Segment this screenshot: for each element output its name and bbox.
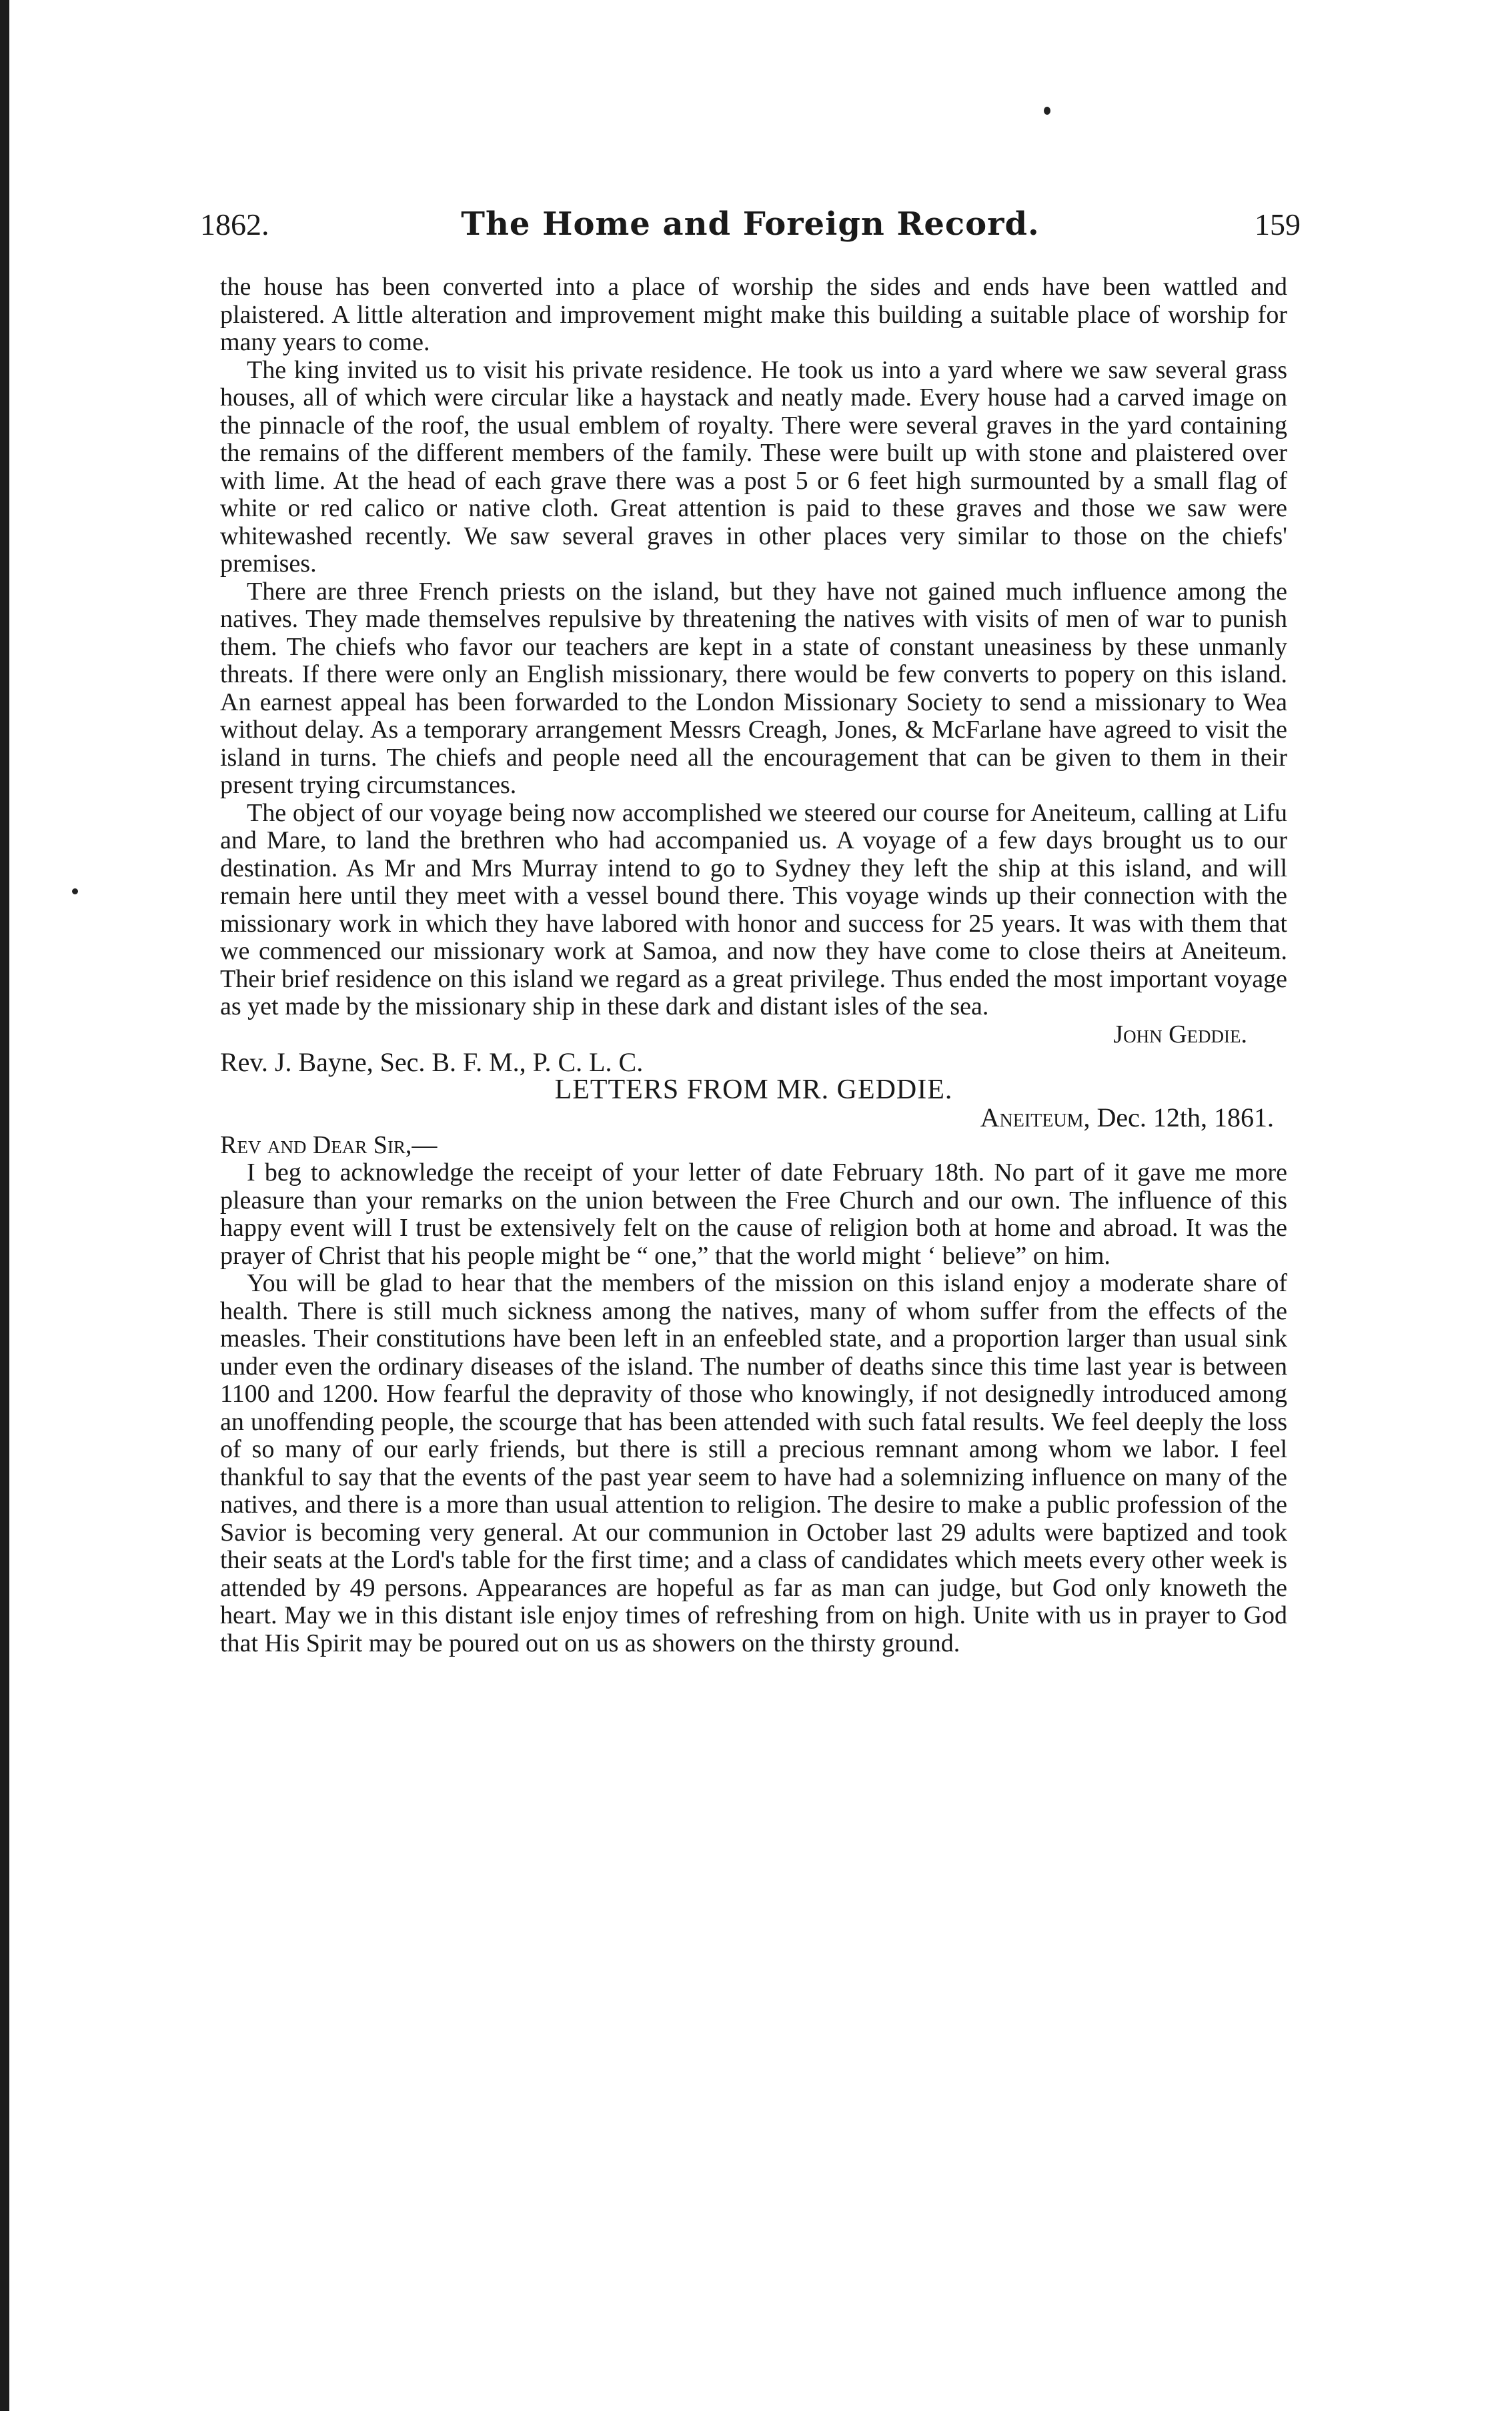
salutation: Rev and Dear Sir,— — [220, 1130, 438, 1159]
paragraph: the house has been converted into a place of worship the sides and ends have been wattled and plaistered. A little alteration and improvement might make this building a suitable place of worship for many years to come. — [220, 273, 1287, 356]
dateline-date: Dec. 12th, 1861. — [1096, 1102, 1274, 1132]
ink-speck — [1044, 107, 1050, 115]
dateline-place: Aneiteum, — [980, 1102, 1090, 1132]
paragraph: There are three French priests on the island, but they have not gained much influence among the natives. They made themselves repulsive by threatening the natives with visits of men of war to punish them. The chiefs who favor our teachers are kept in a state of constant uneasiness by these unmanly threats. If there were only an English missionary, there would be few converts to popery on this island. An earnest appeal has been forwarded to the London Missionary Society to send a missionary to Wea without delay. As a temporary arrangement Messrs Creagh, Jones, & McFarlane have agreed to visit the island in turns. The chiefs and people need all the encouragement that can be given to them in their present trying circumstances. — [220, 577, 1287, 799]
page-header — [200, 200, 1301, 253]
paragraph: You will be glad to hear that the members of the mission on this island enjoy a moderate share of health. There is still much sickness among the natives, many of whom suffer from the effects of the measles. Their constitutions have been left in an enfeebled state, and a proportion larger than usual sink under even the ordinary diseases of the island. The number of deaths since this time last year is between 1100 and 1200. How fearful the depravity of those who knowingly, if not designedly introduced among an unoffending people, the scourge that has been attended with such fatal results. We feel deeply the loss of so many of our early friends, but there is still a precious remnant among whom we labor. I feel thankful to say that the events of the past year seem to have had a solemnizing influence on many of the natives, and there is a more than usual attention to religion. The desire to make a public profession of the Savior is becoming very general. At our communion in October last 29 adults were baptized and took their seats at the Lord's table for the first time; and a class of candidates which meets every other week is attended by 49 persons. Appearances are hopeful as far as man can judge, but God only knoweth the heart. May we in this distant isle enjoy times of refreshing from on high. Unite with us in prayer to God that His Spirit may be poured out on us as showers on the thirsty ground. — [220, 1269, 1287, 1657]
header-year: 1862. — [200, 207, 269, 241]
addressee: Rev. J. Bayne, Sec. B. F. M., P. C. L. C. — [220, 1047, 644, 1077]
paragraph: The king invited us to visit his private residence. He took us into a yard where we saw several grass houses, all of which were circular like a haystack and neatly made. Every house had a carved image on the pinnacle of the roof, the usual emblem of royalty. There were several graves in the yard containing the remains of the different members of the family. These were built up with stone and plaistered over with lime. At the head of each grave there was a post 5 or 6 feet high surmounted by a small flag of white or red calico or native cloth. Great attention is paid to these graves and those we saw were whitewashed recently. We saw several graves in other places very similar to those on the chiefs' premises. — [220, 355, 1287, 578]
paragraph: The object of our voyage being now accomplished we steered our course for Aneiteum, calling at Lifu and Mare, to land the brethren who had accompanied us. A voyage of a few days brought us to our destination. As Mr and Mrs Murray intend to go to Sydney they left the ship at this island, and will remain here until they meet with a vessel bound there. This voyage winds up their connection with the missionary work in which they have labored with honor and success for 25 years. It was with them that we commenced our missionary work at Samoa, and now they have come to close theirs at Aneiteum. Their brief residence on this island we regard as a great privilege. Thus ended the most important voyage as yet made by the missionary ship in these dark and distant isles of the sea. — [220, 798, 1287, 1020]
dateline — [220, 1104, 1287, 1132]
page-edge-shadow — [0, 0, 9, 2411]
section-heading: LETTERS FROM MR. GEDDIE. — [554, 1074, 953, 1105]
ink-speck — [72, 888, 78, 894]
page-number: 159 — [1255, 207, 1301, 241]
running-title: The Home and Foreign Record. — [461, 205, 1040, 243]
page-body — [220, 273, 1287, 1657]
signature: John Geddie. — [1113, 1020, 1247, 1048]
paragraph: I beg to acknowledge the receipt of your letter of date February 18th. No part of it gave me more pleasure than your remarks on the union between the Free Church and our own. The influence of this happy event will I trust be extensively felt on the cause of religion both at home and abroad. It was the prayer of Christ that his people might be “ one,” that the world might ‘ believe” on him. — [220, 1158, 1287, 1270]
